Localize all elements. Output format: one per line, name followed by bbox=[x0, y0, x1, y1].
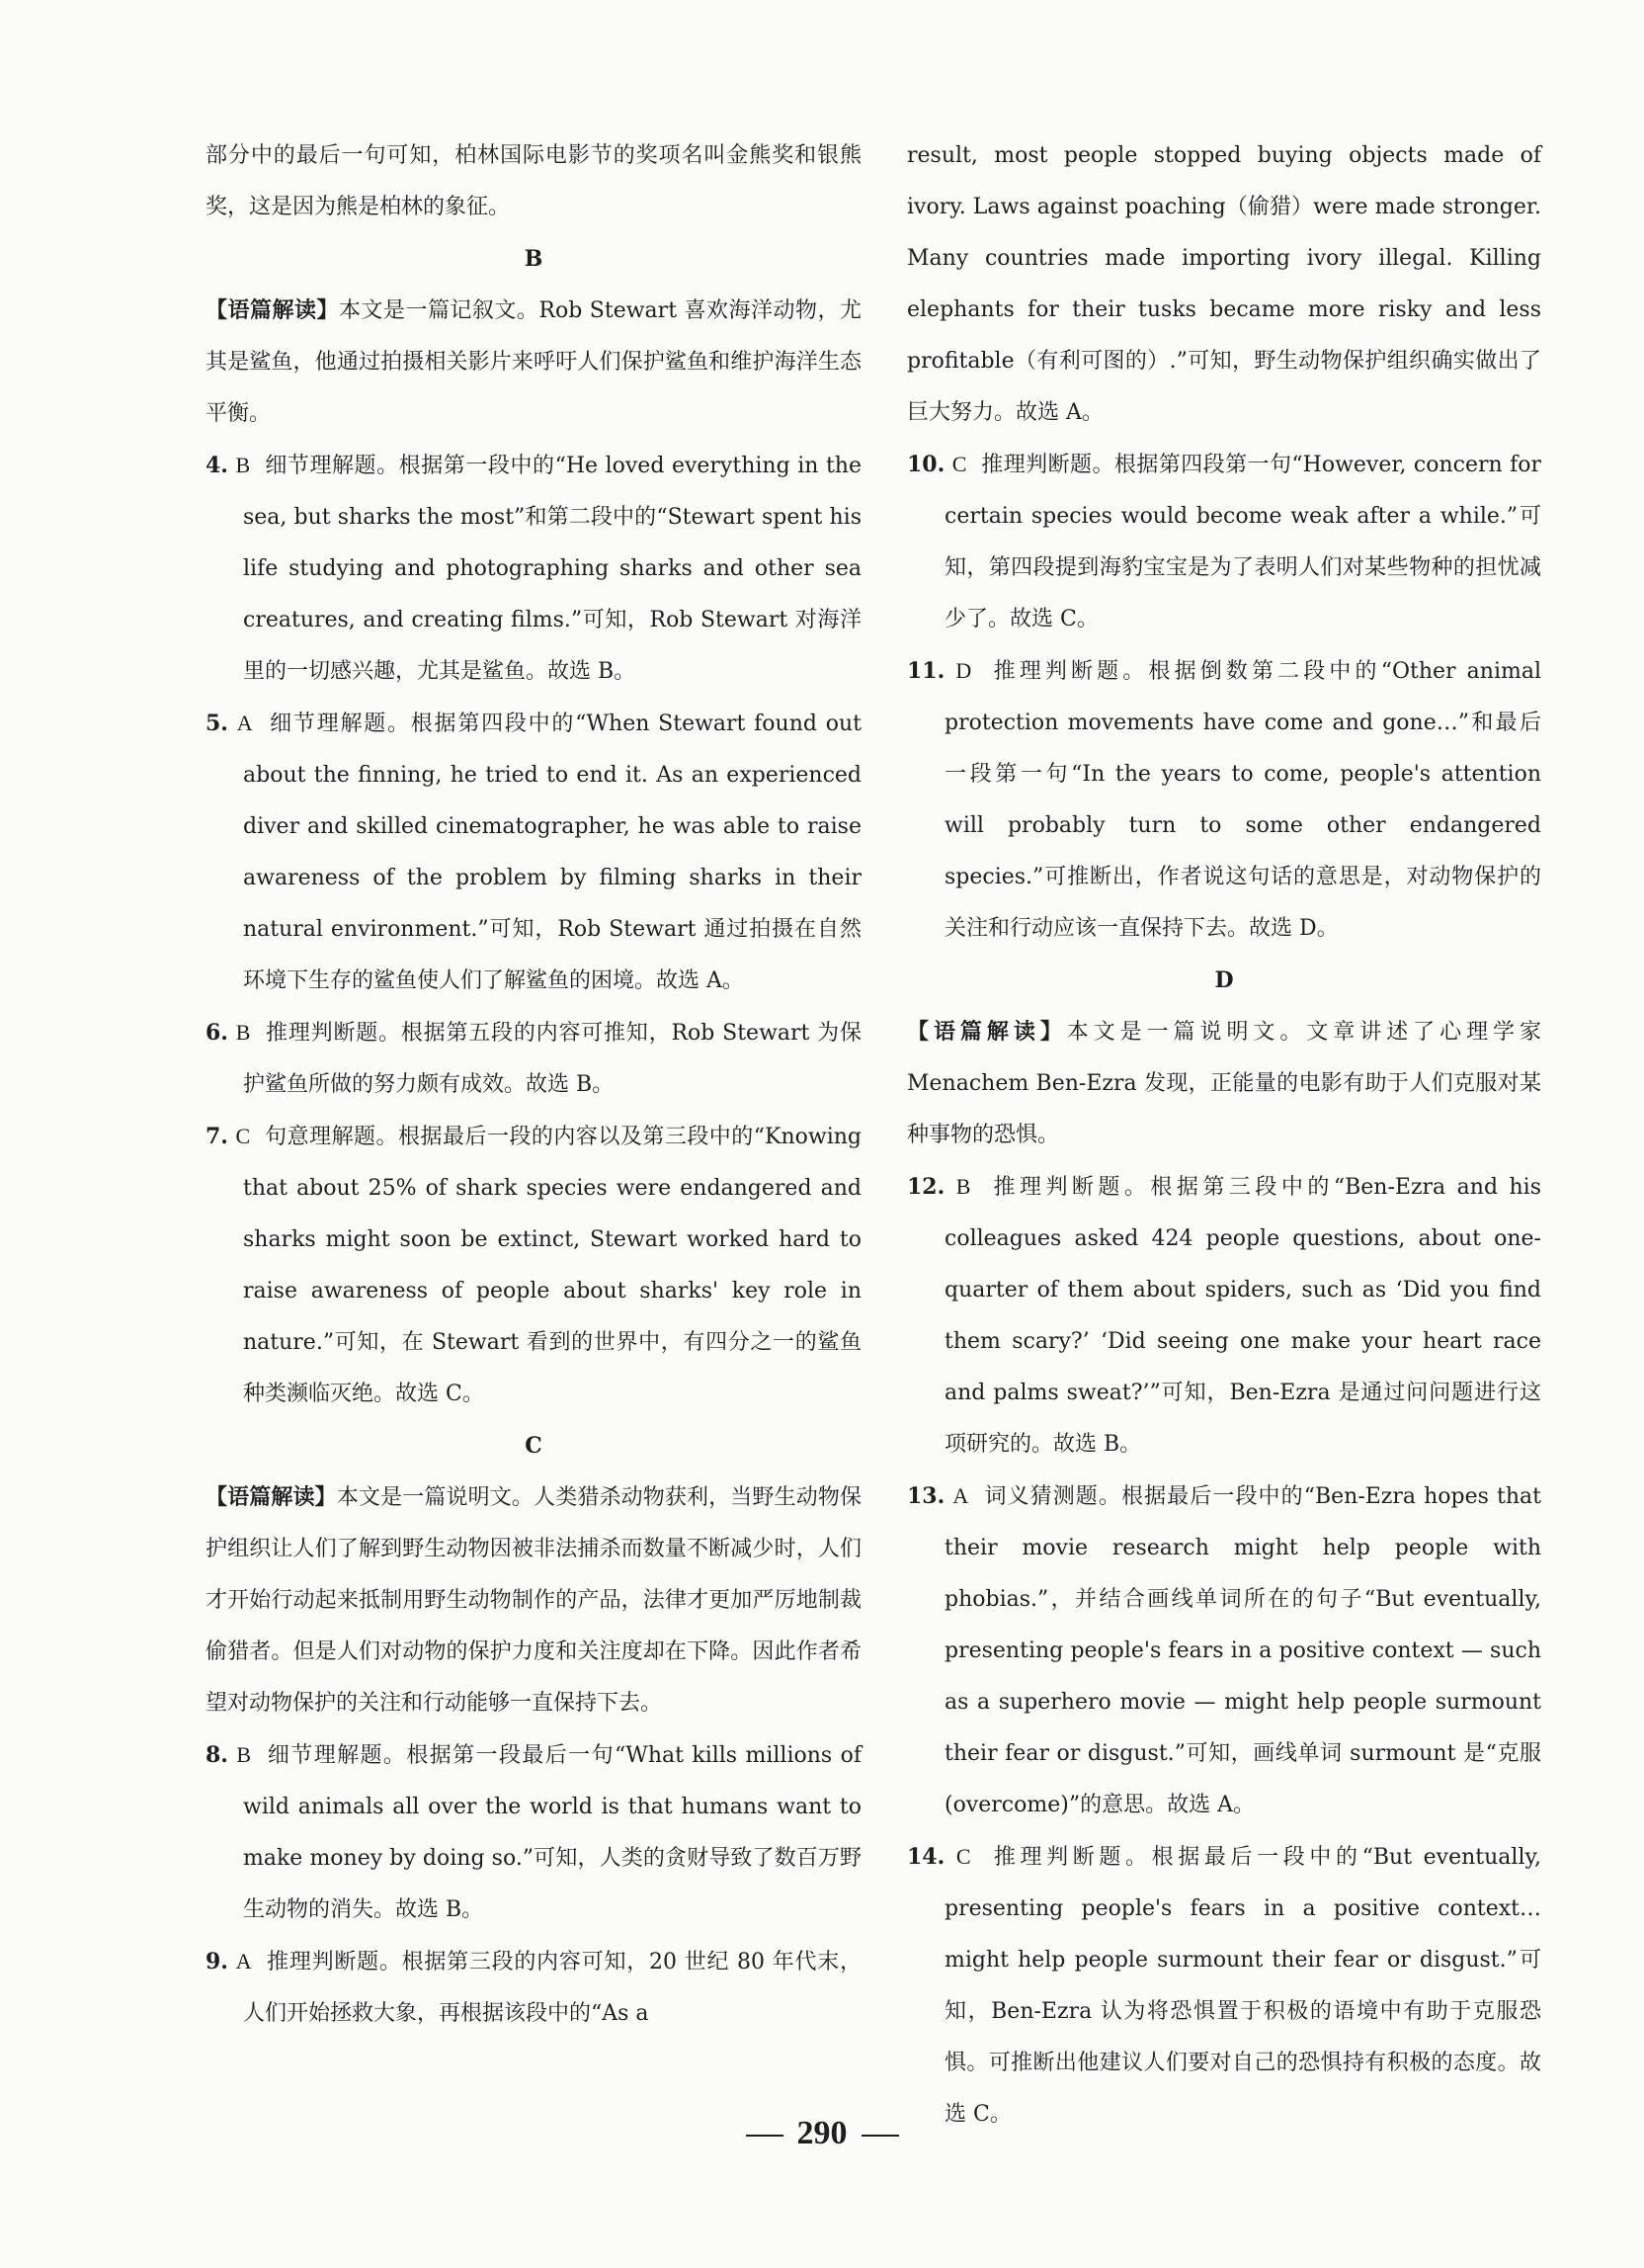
item-explanation: 推理判断题。根据第三段中的“Ben-Ezra and his colleagues asked 424 people questions, about one-quarter of them about spiders, such as ‘Did you find them scary?’ ‘Did seeing one make your heart race and palms sweat?’”可知，Ben-Ezra 是通过问问题进行这项研究的。故选 B。 bbox=[945, 1175, 1542, 1457]
item-number: 11. bbox=[907, 658, 945, 684]
item-answer: B bbox=[236, 1742, 252, 1767]
answer-item-4 bbox=[206, 440, 862, 698]
reading-text: 本文是一篇记叙文。Rob Stewart 喜欢海洋动物，尤其是鲨鱼，他通过拍摄相关影片来呼吁人们保护鲨鱼和维护海洋生态平衡。 bbox=[206, 298, 862, 426]
item-explanation: 推理判断题。根据最后一段中的“But eventually, presenting people's fears in a positive context… might help people surmount their fear or disgust.”可知，Ben-Ezra 认为将恐惧置于积极的语境中有助于克服恐惧。可推断出他建议人们要对自己的恐惧持有积极的态度。故选 C。 bbox=[945, 1845, 1541, 2127]
item-answer: C bbox=[955, 1844, 971, 1869]
footer-dash-left bbox=[746, 2135, 783, 2137]
item-number: 14. bbox=[907, 1844, 945, 1870]
item-answer: C bbox=[951, 452, 967, 476]
reading-tag: 【语篇解读】 bbox=[206, 1484, 337, 1510]
answer-item-13 bbox=[907, 1470, 1541, 1831]
section-c-reading bbox=[206, 1471, 862, 1729]
answer-item-10 bbox=[907, 439, 1541, 645]
answer-item-7 bbox=[206, 1111, 862, 1420]
item-explanation: 推理判断题。根据第三段的内容可知，20 世纪 80 年代末，人们开始拯救大象，再根据该段中的“As a bbox=[243, 1950, 862, 2026]
item-explanation: 推理判断题。根据第五段的内容可推知，Rob Stewart 为保护鲨鱼所做的努力颇有成效。故选 B。 bbox=[243, 1021, 862, 1097]
item-number: 12. bbox=[907, 1174, 945, 1200]
item-number: 10. bbox=[907, 452, 945, 477]
section-d-reading bbox=[907, 1006, 1541, 1161]
section-b-heading: B bbox=[524, 246, 543, 272]
page-number: 290 bbox=[796, 2115, 848, 2151]
item-explanation: 推理判断题。根据第四段第一句“However, concern for certain species would become weak after a while.”可知，第四段提到海豹宝宝是为了表明人们对某些物种的担忧减少了。故选 C。 bbox=[945, 453, 1541, 631]
item-explanation: 词义猜测题。根据最后一段中的“Ben-Ezra hopes that their movie research might help people with phobias.”，并结合画线单词所在的句子“But eventually, presenting people's fears in a positive context — such as a superhero movie — might help people surmount their fear or disgust.”可知，画线单词 surmount 是“克服(overcome)”的意思。故选 A。 bbox=[945, 1484, 1541, 1817]
item-number: 5. bbox=[206, 711, 228, 736]
item-answer: D bbox=[955, 658, 972, 683]
item-answer: B bbox=[235, 453, 251, 477]
answer-item-9 bbox=[206, 1936, 862, 2040]
item-answer: B bbox=[235, 1020, 251, 1045]
answer-item-5 bbox=[206, 698, 862, 1007]
item-number: 4. bbox=[206, 453, 228, 478]
reading-tag: 【语篇解读】 bbox=[206, 297, 339, 323]
item-9-continuation: result, most people stopped buying objects made of ivory. Laws against poaching（偷猎）were made stronger. Many countries made importing ivory illegal. Killing elephants for their tusks became more risky and less profitable（有利可图的）.”可知，野生动物保护组织确实做出了巨大努力。故选 A。 bbox=[907, 143, 1541, 425]
item-explanation: 细节理解题。根据第四段中的“When Stewart found out about the finning, he tried to end it. As an experienced diver and skilled cinematographer, he was able to raise awareness of the problem by filming sharks in their natural environment.”可知，Rob Stewart 通过拍摄在自然环境下生存的鲨鱼使人们了解鲨鱼的困境。故选 A。 bbox=[243, 712, 862, 993]
item-number: 7. bbox=[206, 1124, 228, 1149]
right-column bbox=[907, 130, 1541, 2141]
answer-item-11 bbox=[907, 645, 1541, 955]
item-number: 8. bbox=[206, 1742, 228, 1768]
section-d-heading: D bbox=[1214, 967, 1234, 993]
answer-item-6 bbox=[206, 1007, 862, 1111]
item-explanation: 细节理解题。根据第一段中的“He loved everything in the sea, but sharks the most”和第二段中的“Stewart spent his life studying and photographing sharks and other sea creatures, and creating films.”可知，Rob Stewart 对海洋里的一切感兴趣，尤其是鲨鱼。故选 B。 bbox=[243, 454, 862, 684]
item-answer: A bbox=[952, 1483, 969, 1508]
answer-item-14 bbox=[907, 1831, 1541, 2141]
page-footer bbox=[0, 2115, 1644, 2152]
reading-text: 本文是一篇说明文。人类猎杀动物获利，当野生动物保护组织让人们了解到野生动物因被非法捕杀而数量不断减少时，人们才开始行动起来抵制用野生动物制作的产品，法律才更加严厉地制裁偷猎者。但是人们对动物的保护力度和关注度却在下降。因此作者希望对动物保护的关注和行动能够一直保持下去。 bbox=[206, 1485, 862, 1716]
item-answer: A bbox=[235, 1949, 252, 1974]
item-explanation: 细节理解题。根据第一段最后一句“What kills millions of wild animals all over the world is that humans want to make money by doing so.”可知，人类的贪财导致了数百万野生动物的消失。故选 B。 bbox=[243, 1743, 862, 1922]
item-answer: B bbox=[955, 1174, 971, 1199]
footer-dash-right bbox=[862, 2135, 899, 2137]
section-b-reading bbox=[206, 285, 862, 440]
reading-tag: 【语篇解读】 bbox=[907, 1019, 1067, 1045]
reading-text: 本文是一篇说明文。文章讲述了心理学家 Menachem Ben-Ezra 发现，正能量的电影有助于人们克服对某种事物的恐惧。 bbox=[907, 1020, 1541, 1147]
item-number: 13. bbox=[907, 1483, 945, 1509]
item-answer: C bbox=[235, 1124, 251, 1148]
item-number: 9. bbox=[206, 1949, 228, 1974]
section-c-heading: C bbox=[525, 1433, 542, 1459]
intro-continuation: 部分中的最后一句可知，柏林国际电影节的奖项名叫金熊奖和银熊奖，这是因为熊是柏林的象征。 bbox=[206, 143, 862, 219]
item-explanation: 句意理解题。根据最后一段的内容以及第三段中的“Knowing that about 25% of shark species were endangered and sharks might soon be extinct, Stewart worked hard to raise awareness of people about sharks' key role in nature.”可知，在 Stewart 看到的世界中，有四分之一的鲨鱼种类濒临灭绝。故选 C。 bbox=[243, 1125, 862, 1406]
item-answer: A bbox=[236, 711, 253, 735]
item-explanation: 推理判断题。根据倒数第二段中的“Other animal protection movements have come and gone…”和最后一段第一句“In the years to come, people's attention will probably turn to some other endangered species.”可推断出，作者说这句话的意思是，对动物保护的关注和行动应该一直保持下去。故选 D。 bbox=[945, 659, 1541, 941]
answer-item-8 bbox=[206, 1729, 862, 1936]
item-number: 6. bbox=[206, 1020, 228, 1046]
answer-item-12 bbox=[907, 1161, 1541, 1470]
left-column bbox=[206, 130, 862, 2040]
